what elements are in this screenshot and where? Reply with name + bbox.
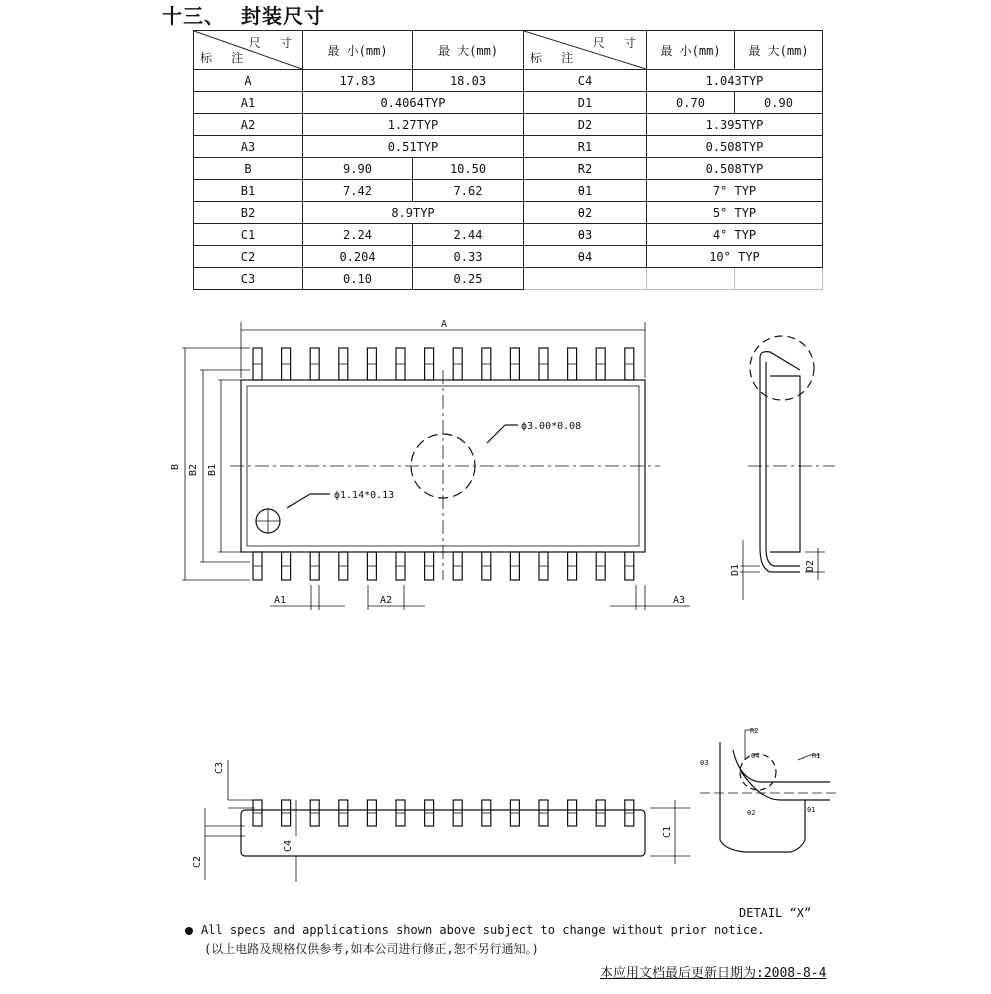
- label-C1: C1: [662, 825, 673, 838]
- row-min: 7.42: [303, 180, 413, 202]
- col-max-header-r: 最 大(mm): [735, 31, 823, 70]
- row-typ: 1.27TYP: [303, 114, 524, 136]
- package-body-front-view: [241, 810, 645, 856]
- row-label: B: [194, 158, 303, 180]
- corner-top-label-r: 尺 寸: [592, 36, 642, 50]
- row-typ: 8.9TYP: [303, 202, 524, 224]
- label-B: B: [170, 463, 181, 470]
- row-label-r: θ1: [524, 180, 647, 202]
- row-typ-r: 7° TYP: [647, 180, 823, 202]
- corner-bottom-label-r: 标 注: [530, 51, 580, 65]
- row-label-r: θ3: [524, 224, 647, 246]
- row-label: B1: [194, 180, 303, 202]
- row-max: 7.62: [413, 180, 524, 202]
- row-label-r: D1: [524, 92, 647, 114]
- row-max-r: 0.90: [735, 92, 823, 114]
- label-A3: A3: [673, 595, 686, 606]
- front-leads: [253, 800, 634, 826]
- note-english: [185, 923, 765, 937]
- row-label-r: R1: [524, 136, 647, 158]
- col-min-header: 最 小(mm): [303, 31, 413, 70]
- row-label: C2: [194, 246, 303, 268]
- label-t3: θ3: [700, 759, 709, 767]
- note-en-text: All specs and applications shown above subject to change without prior notice.: [201, 923, 765, 937]
- label-t1: θ1: [807, 806, 816, 814]
- note-chinese: (以上电路及规格仅供参考,如本公司进行修正,恕不另行通知。): [204, 942, 539, 956]
- label-t4: θ4: [751, 752, 760, 760]
- row-max: 2.44: [413, 224, 524, 246]
- row-label: C1: [194, 224, 303, 246]
- label-D2: D2: [805, 559, 816, 572]
- row-label-r: θ4: [524, 246, 647, 268]
- bullet-icon: [185, 927, 193, 935]
- row-typ-r: 0.508TYP: [647, 158, 823, 180]
- row-typ-r: 10° TYP: [647, 246, 823, 268]
- section-heading: 封装尺寸: [241, 4, 325, 28]
- label-D1: D1: [730, 563, 741, 576]
- label-hole-small: ϕ1.14*0.13: [334, 490, 395, 501]
- label-C3: C3: [214, 761, 225, 774]
- label-hole-large: ϕ3.00*0.08: [521, 421, 582, 432]
- label-A1: A1: [274, 595, 287, 606]
- label-t2: θ2: [747, 809, 756, 817]
- row-typ-r: 4° TYP: [647, 224, 823, 246]
- label-C2: C2: [192, 855, 203, 868]
- row-label-r: D2: [524, 114, 647, 136]
- row-min-r: 0.70: [647, 92, 735, 114]
- row-typ-r: 1.395TYP: [647, 114, 823, 136]
- row-min: 17.83: [303, 70, 413, 92]
- row-label-r: C4: [524, 70, 647, 92]
- row-typ-r: 5° TYP: [647, 202, 823, 224]
- row-label: B2: [194, 202, 303, 224]
- row-min: 2.24: [303, 224, 413, 246]
- row-label-r: R2: [524, 158, 647, 180]
- row-label: C3: [194, 268, 303, 290]
- row-label: A3: [194, 136, 303, 158]
- row-min: 0.204: [303, 246, 413, 268]
- update-date: 本应用文档最后更新日期为:2008-8-4: [600, 966, 827, 981]
- row-min: 0.10: [303, 268, 413, 290]
- side-view-lead: [760, 358, 800, 572]
- row-label: A1: [194, 92, 303, 114]
- label-C4: C4: [283, 839, 294, 852]
- corner-bottom-label: 标 注: [200, 51, 250, 65]
- row-max: 10.50: [413, 158, 524, 180]
- section-number: 十三、: [162, 4, 225, 28]
- row-typ-r: 1.043TYP: [647, 70, 823, 92]
- row-label-r: θ2: [524, 202, 647, 224]
- corner-top-label: 尺 寸: [248, 36, 298, 50]
- label-R2: R2: [750, 727, 759, 735]
- detail-caption: DETAIL “X”: [739, 906, 812, 920]
- row-typ: 0.4064TYP: [303, 92, 524, 114]
- row-label: A: [194, 70, 303, 92]
- label-A: A: [441, 319, 448, 330]
- label-B2: B2: [188, 463, 199, 476]
- row-typ-r: 0.508TYP: [647, 136, 823, 158]
- label-B1: B1: [207, 463, 218, 476]
- label-A2: A2: [380, 595, 393, 606]
- row-min: 9.90: [303, 158, 413, 180]
- col-min-header-r: 最 小(mm): [647, 31, 735, 70]
- label-R1: R1: [812, 752, 821, 760]
- col-max-header: 最 大(mm): [413, 31, 524, 70]
- row-typ: 0.51TYP: [303, 136, 524, 158]
- row-label: A2: [194, 114, 303, 136]
- row-max: 0.33: [413, 246, 524, 268]
- row-max: 18.03: [413, 70, 524, 92]
- row-max: 0.25: [413, 268, 524, 290]
